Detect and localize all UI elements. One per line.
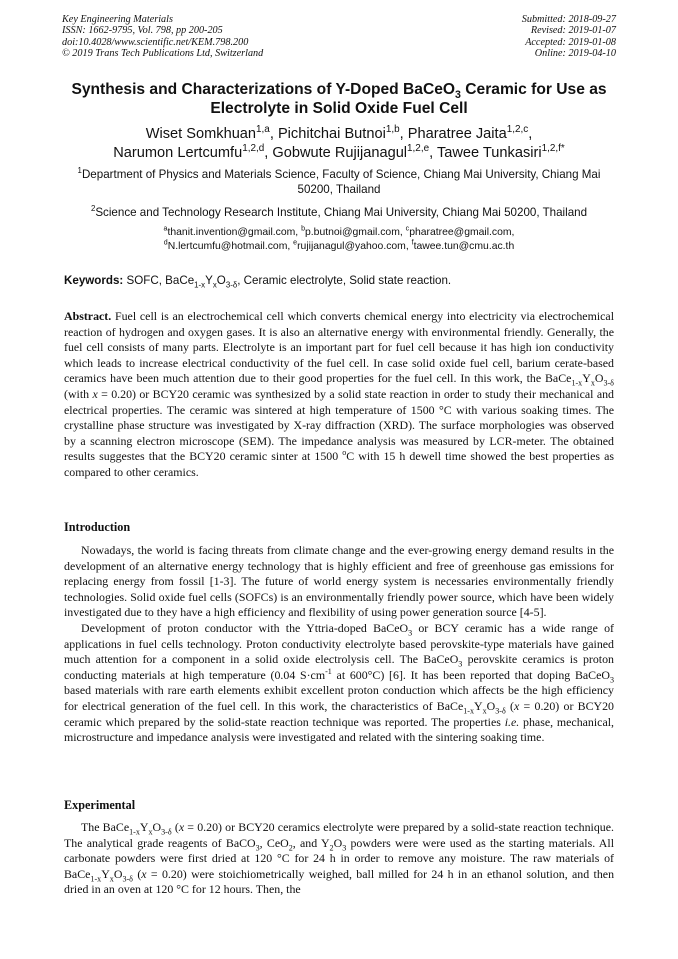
journal-info: [62, 14, 263, 60]
introduction-paragraph-2: Development of proton conductor with the Yttria-doped BaCeO$_3$ or BCY ceramic has a wide range of applications in fuel cells technology. Proton conductivity electrolyte based perovskite-type materials have gained much attention for a component in a solid oxide electrolysis cell. The BaCeO$_3$ perovskite ceramics is proton conducting materials at high temperature (0.04 $S\cdot cm^{-1}$ at 600°C) [6]. It has been reported that doping BaCeO$_3$ based materials with rare earth elements exhibit excellent proton conduction which affects be the high efficiency for electrical generation of the fuel cell. In this work, the characteristics of $BaCe_{1-x}Y_xO_{3-\delta}$ (x = 0.20) or BCY20 ceramic which prepared by the solid-state reaction technique was reported. The properties i.e. phase, mechanical, microstructure and impedance analysis were investigated and related with the sintering soaking time.: [64, 620, 615, 745]
journal-name: Key Engineering Materials: [62, 14, 173, 25]
author: Narumon Lertcumfu$^{1,2,d}$,: [113, 143, 273, 161]
author: Wiset Somkhuan$^{1,a}$,: [145, 124, 278, 142]
introduction-paragraph-1: Nowadays, the world is facing threats from climate change and the ever-growing energy demand results in the development of an alternative energy technology that is highly efficient and free of greenhouse gas emissions for replacing energy from fossil [1-3]. The future of world energy system is necessaries environmentally friendly technologies. Solid oxide fuel cells (SOFCs) is an environmentally friendly power source, which have been widely investigated due to they have a high efficiency and flexibility of using power generation source [4-5].: [64, 543, 614, 620]
experimental-paragraph-1: The $BaCe_{1-x}Y_xO_{3-\delta}$ (x = 0.20) or BCY20 ceramics electrolyte were prepared by a solid-state reaction technique. The analytical grade reagents of BaCO$_3$, CeO$_2$, and $Y_2O_3$ powders were were used as the starting materials. All carbonate powders were first dried at 120 °C for 24 h in order to remove any moisture. The raw materials of $BaCe_{1-x}Y_xO_{3-\delta}$ (x = 0.20) were stoichiometrically weighed, ball milled for 24 h in an ethanol solution, and then dried in an oven at 120 °C for 12 hours. Then, the: [64, 820, 615, 897]
experimental-text: [64, 820, 614, 898]
email-link[interactable]: rujijanagul@yahoo.com,: [297, 240, 412, 252]
publication-dates: [522, 14, 616, 60]
author-emails: $^a$thanit.invention@gmail.com, $^b$p.butnoi@gmail.com, $^c$pharatree@gmail.com, $^d$N.lertcumfu@hotmail.com, $^e$rujijanagul@yahoo.com, $^f$tawee.tun@cmu.ac.th: [163, 225, 515, 252]
email-link[interactable]: p.butnoi@gmail.com,: [305, 227, 406, 238]
introduction-heading: Introduction: [64, 520, 131, 534]
copyright-line: © 2019 Trans Tech Publications Ltd, Switzerland: [62, 48, 264, 60]
author: Pharatree Jaita$^{1,2,c}$,: [407, 124, 533, 142]
author-list: [50, 125, 628, 163]
affiliation-2: $^2$Science and Technology Research Institute, Chiang Mai University, Chiang Mai 50200, Thailand: [90, 204, 588, 219]
abstract-label: Abstract.: [64, 309, 112, 323]
paper-title: Synthesis and Characterizations of Y-Doped BaCeO$_3$ Ceramic for Use as Electrolyte in Solid Oxide Fuel Cell: [71, 81, 607, 117]
email-link[interactable]: pharatree@gmail.com,: [409, 227, 515, 238]
online-date: Online: 2019-04-10: [534, 48, 616, 60]
keywords-label: Keywords:: [64, 274, 124, 287]
abstract: Abstract. Fuel cell is an electrochemical cell which converts chemical energy into electricity via electrochemical reaction of hydrogen and oxygen gases. It is also an alternative energy with environmental friendly. Generally, the fuel cell consists of many parts. Electrolyte is an important part for fuel cell because it has high ion conductivity which leads to increase electrical conductivity of the fuel cell. In case solid oxide fuel cell, barium cerate-based ceramics have been much attention due to their good properties for the fuel cell. In this work, the $BaCe_{1-x}Y_xO_{3-\delta}$ (with x = 0.20) or BCY20 ceramic was synthesized by a solid state reaction in order to study their mechanical and electrical properties. The ceramic was sintered at high temperature of 1500 °C with various soaking times. The crystalline phase structure was investigated by X-ray diffraction (XRD). The surface morphologies was observed by a scanning electron microscope (SEM). The impedance analysis was measured by LCR-meter. The obtained results suggestes that the BCY20 ceramic sinter at 1500 $^o$C with 15 h dewell time showed the best properties as compared to other ceramics.: [64, 309, 615, 479]
email-link[interactable]: tawee.tun@cmu.ac.th: [413, 240, 515, 252]
experimental-heading: Experimental: [64, 798, 136, 812]
introduction-text: [64, 543, 614, 746]
author: Gobwute Rujijanagul$^{1,2,e}$,: [272, 143, 437, 161]
revised-date: Revised: 2019-01-07: [530, 25, 616, 37]
keywords: Keywords: SOFC, $BaCe_{1-x}Y_xO_{3-\delta}$, Ceramic electrolyte, Solid state reaction.: [64, 274, 452, 290]
doi-line: doi:10.4028/www.scientific.net/KEM.798.200: [62, 36, 249, 48]
email-link[interactable]: thanit.invention@gmail.com,: [167, 227, 302, 238]
accepted-date: Accepted: 2019-01-08: [525, 36, 616, 48]
author: Pichitchai Butnoi$^{1,b}$,: [277, 124, 408, 142]
submitted-date: Submitted: 2018-09-27: [521, 14, 616, 25]
affiliation-1: $^1$Department of Physics and Materials Science, Faculty of Science, Chiang Mai University, Chiang Mai 50200, Thailand: [77, 166, 601, 196]
issn-line: ISSN: 1662-9795, Vol. 798, pp 200-205: [62, 25, 223, 37]
author: Tawee Tunkasiri$^{1,2,f*}$: [436, 143, 565, 161]
email-link[interactable]: N.lertcumfu@hotmail.com,: [167, 240, 294, 252]
